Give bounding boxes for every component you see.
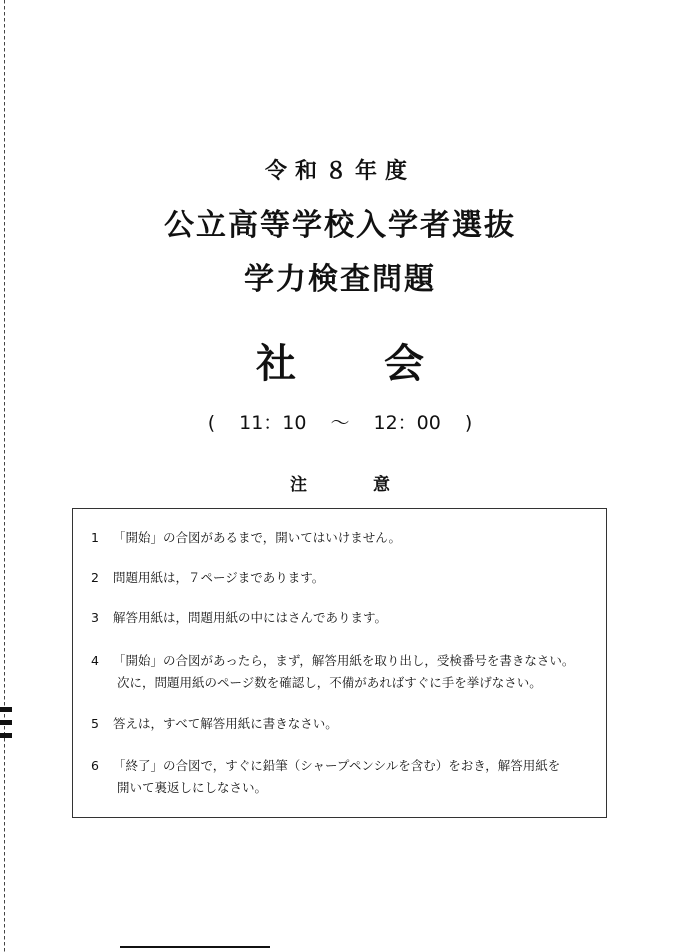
subject-char-2: 会 bbox=[384, 340, 424, 387]
notice-item bbox=[91, 650, 574, 694]
notice-item bbox=[91, 755, 560, 799]
exam-title: 公立高等学校入学者選抜 bbox=[164, 208, 516, 243]
notice-item bbox=[91, 607, 387, 629]
notice-item bbox=[91, 527, 401, 549]
page-edge-marks bbox=[0, 707, 12, 746]
bottom-rule bbox=[120, 946, 270, 948]
notice-item bbox=[91, 713, 338, 735]
notice-text: 「終了」の合図で，すぐに鉛筆（シャープペンシルを含む）をおき，解答用紙を bbox=[113, 758, 561, 773]
notice-number: 5 bbox=[91, 716, 99, 731]
exam-year: 令和８年度 bbox=[264, 158, 415, 184]
subject-name bbox=[0, 332, 680, 389]
exam-subtitle: 学力検査問題 bbox=[244, 262, 436, 297]
notice-number: 1 bbox=[91, 530, 99, 545]
notice-text: 問題用紙は，７ページまであります。 bbox=[113, 570, 325, 585]
notes-heading-char-1: 注 bbox=[290, 475, 307, 495]
notice-number: 4 bbox=[91, 653, 99, 668]
notice-text: 「開始」の合図があったら，まず，解答用紙を取り出し，受検番号を書きなさい。 bbox=[113, 653, 575, 668]
time-start: 11：10 bbox=[239, 412, 307, 434]
time-open-paren: ( bbox=[207, 412, 216, 434]
exam-time bbox=[0, 408, 680, 435]
notice-text-continued: 開いて裏返しにしなさい。 bbox=[117, 780, 268, 795]
notice-number: 3 bbox=[91, 610, 99, 625]
notes-heading-char-2: 意 bbox=[373, 475, 390, 495]
notes-heading bbox=[0, 470, 680, 495]
notice-number: 6 bbox=[91, 758, 99, 773]
notice-text-continued: 次に，問題用紙のページ数を確認し，不備があればすぐに手を挙げなさい。 bbox=[117, 675, 542, 690]
notice-text: 「開始」の合図があるまで，開いてはいけません。 bbox=[113, 530, 402, 545]
time-tilde: ～ bbox=[330, 412, 350, 434]
notice-number: 2 bbox=[91, 570, 99, 585]
time-close-paren: ) bbox=[464, 412, 473, 434]
time-end: 12：00 bbox=[373, 412, 441, 434]
notice-text: 解答用紙は，問題用紙の中にはさんであります。 bbox=[113, 610, 388, 625]
notice-text: 答えは，すべて解答用紙に書きなさい。 bbox=[113, 716, 338, 731]
notice-box bbox=[72, 508, 607, 818]
subject-char-1: 社 bbox=[256, 340, 296, 387]
notice-item bbox=[91, 567, 324, 589]
